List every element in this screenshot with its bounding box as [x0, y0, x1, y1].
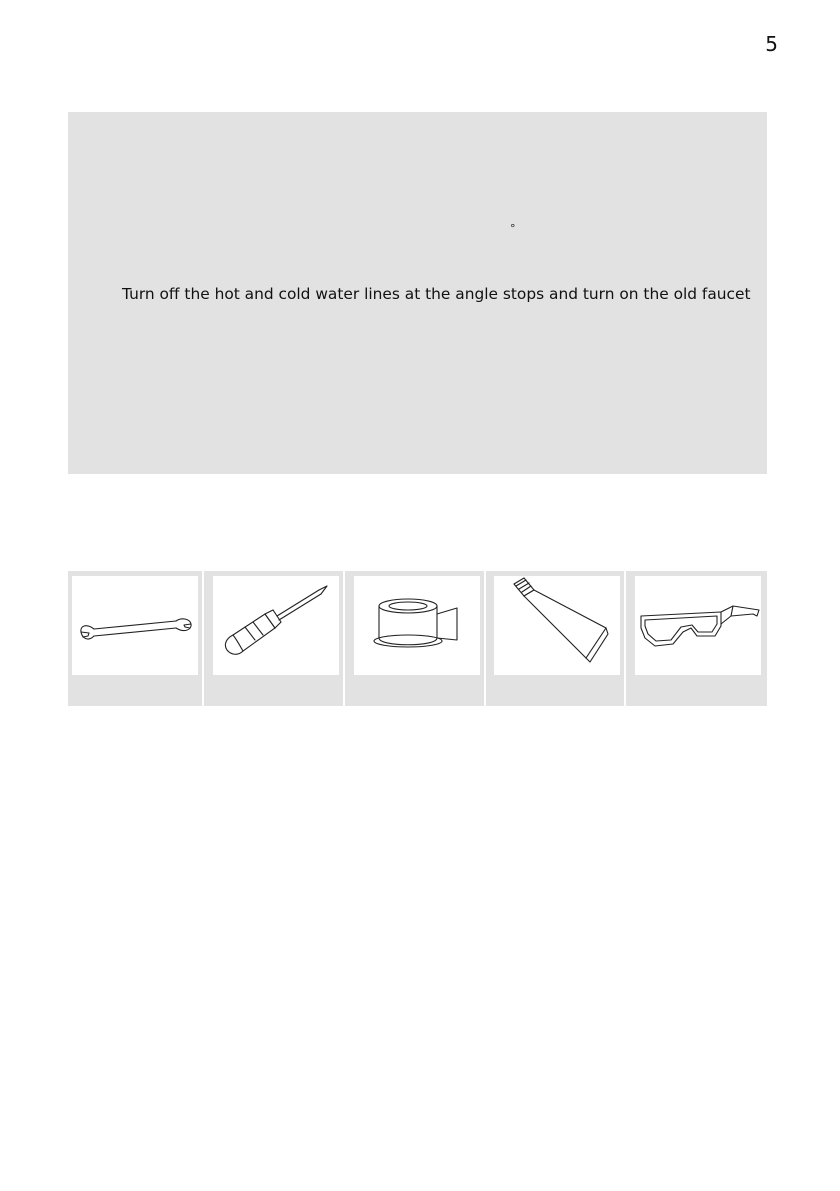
- plumbers-tape-icon: [354, 576, 480, 675]
- tool-image: [354, 576, 480, 675]
- degree-mark: °: [510, 222, 516, 235]
- tool-caption: [354, 677, 480, 701]
- tool-image: [635, 576, 761, 675]
- tool-image: [213, 576, 339, 675]
- tool-caption: [494, 677, 620, 701]
- tool-card-wrench: [68, 571, 204, 706]
- tool-card-screwdriver: [209, 571, 345, 706]
- tool-caption: [72, 677, 198, 701]
- page-number: 5: [765, 32, 778, 56]
- tool-card-plumbers-tape: [350, 571, 486, 706]
- instruction-panel: [68, 112, 767, 474]
- tool-image: [494, 576, 620, 675]
- tool-caption: [635, 677, 761, 701]
- sealant-tube-icon: [494, 576, 620, 675]
- tool-caption: [213, 677, 339, 701]
- tool-card-sealant-tube: [490, 571, 626, 706]
- screwdriver-icon: [213, 576, 339, 675]
- wrench-icon: [72, 576, 198, 675]
- safety-glasses-icon: [635, 576, 761, 675]
- tool-image: [72, 576, 198, 675]
- tools-strip: [68, 571, 767, 706]
- instruction-text: Turn off the hot and cold water lines at the angle stops and turn on the old faucet: [122, 285, 751, 303]
- tool-card-safety-glasses: [631, 571, 767, 706]
